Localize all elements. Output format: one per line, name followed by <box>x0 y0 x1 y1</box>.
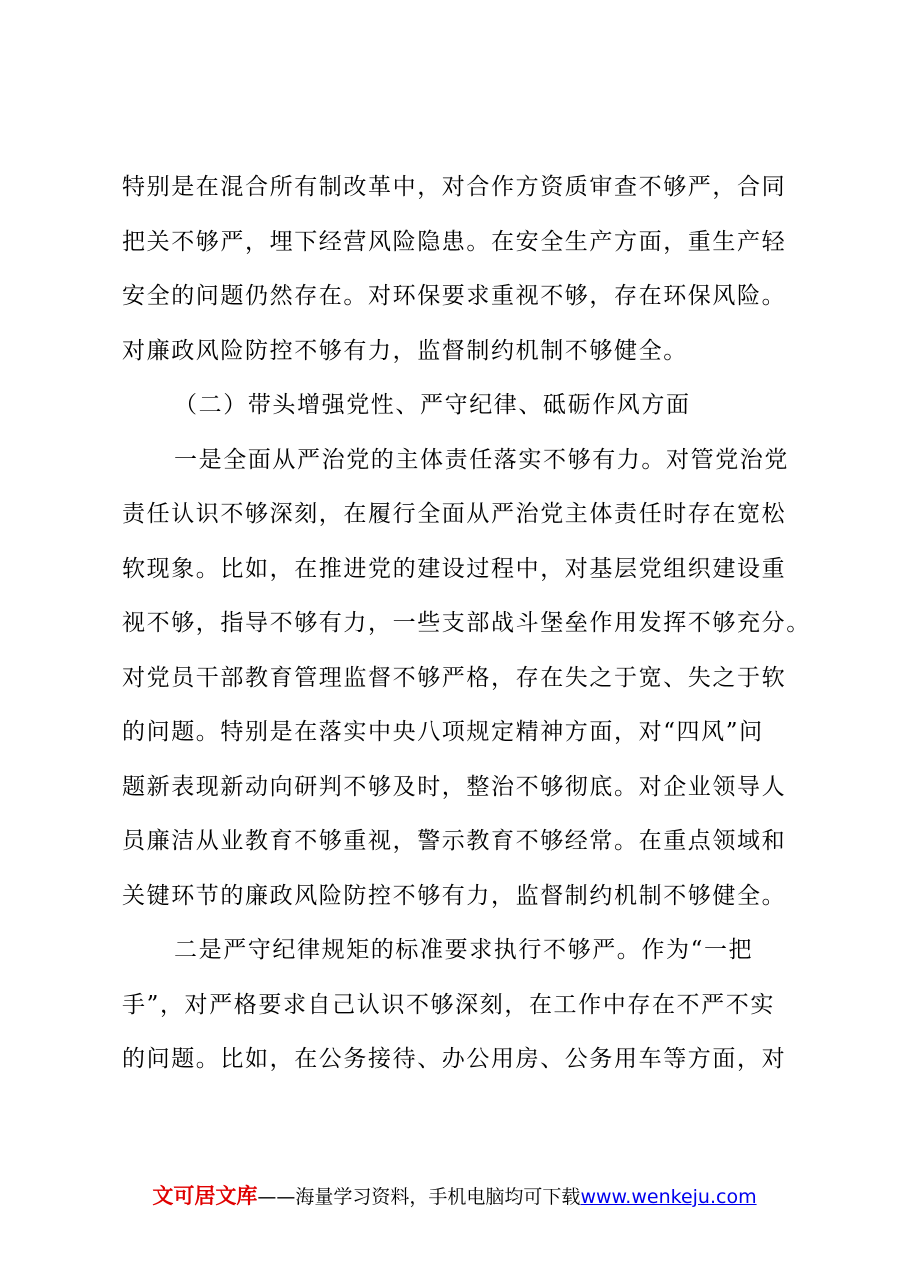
paragraph-start-line: 一是全面从严治党的主体责任落实不够有力。对管党治党 <box>174 446 789 473</box>
text-line: 题新表现新动向研判不够及时，整治不够彻底。对企业领导人 <box>122 773 787 800</box>
document-body <box>122 160 812 1087</box>
text-line: 对党员干部教育管理监督不够严格，存在失之于宽、失之于软 <box>122 664 787 691</box>
footer-website-link[interactable]: www.wenkeju.com <box>580 1186 757 1208</box>
text-line: 员廉洁从业教育不够重视，警示教育不够经常。在重点领域和 <box>122 828 787 854</box>
text-line: 软现象。比如，在推进党的建设过程中，对基层党组织建设重 <box>122 555 787 582</box>
text-line: 的问题。比如，在公务接待、办公用房、公务用车等方面，对 <box>122 1046 787 1072</box>
footer-brand: 文可居文库 <box>152 1184 258 1208</box>
text-line: 责任认识不够深刻，在履行全面从严治党主体责任时存在宽松 <box>122 501 787 527</box>
text-line: 的问题。特别是在落实中央八项规定精神方面，对“四风”问 <box>122 719 764 745</box>
text-line: 手”，对严格要求自己认识不够深刻，在工作中存在不严不实 <box>122 991 775 1018</box>
paragraph-start-line: 二是严守纪律规矩的标准要求执行不够严。作为“一把 <box>174 937 754 963</box>
footer-banner <box>0 1178 909 1215</box>
text-line: 安全的问题仍然存在。对环保要求重视不够，存在环保风险。 <box>122 283 787 309</box>
section-heading: （二）带头增强党性、严守纪律、砥砺作风方面 <box>174 392 691 418</box>
text-line: 关键环节的廉政风险防控不够有力，监督制约机制不够健全。 <box>122 882 787 909</box>
text-line: 对廉政风险防控不够有力，监督制约机制不够健全。 <box>122 337 688 364</box>
footer-tagline: ——海量学习资料，手机电脑均可下载 <box>257 1186 581 1208</box>
text-line: 特别是在混合所有制改革中，对合作方资质审查不够严，合同 <box>122 174 787 200</box>
text-line: 把关不够严，埋下经营风险隐患。在安全生产方面，重生产轻 <box>122 228 787 255</box>
text-line: 视不够，指导不够有力，一些支部战斗堡垒作用发挥不够充分。 <box>122 610 811 636</box>
